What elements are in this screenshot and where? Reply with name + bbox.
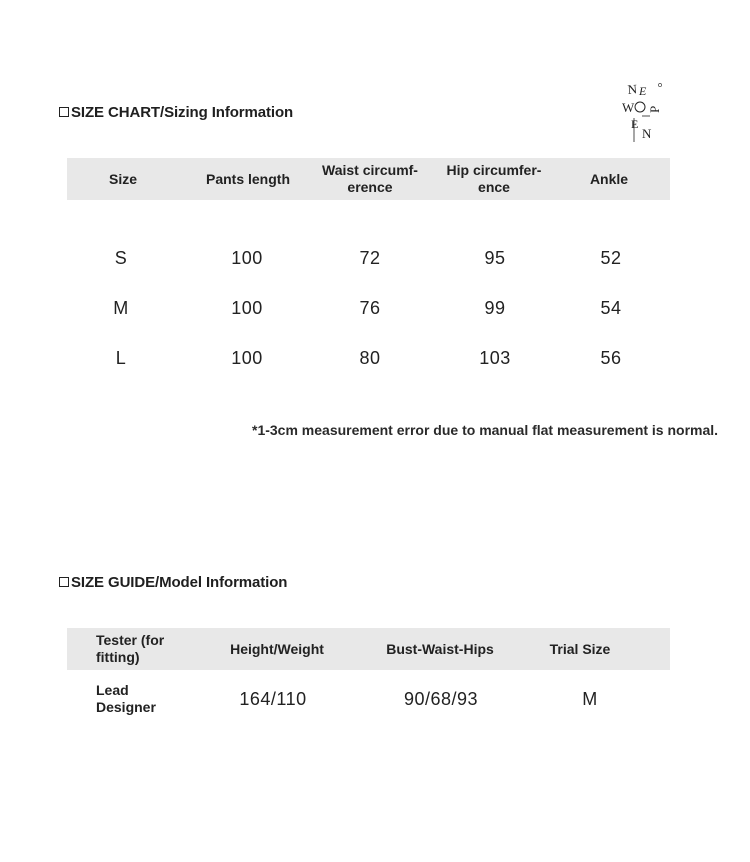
size-guide-header-cell: Height/Weight [230,640,324,657]
size-chart-header-cell: Size [108,170,138,187]
size-chart-cell: 80 [359,348,381,368]
size-chart-header-cell: Hip circumfer- ence [446,162,542,195]
checkbox-icon [59,577,69,587]
brand-logo [620,80,664,144]
size-guide-header-cell: Trial Size [549,640,611,657]
size-chart-cell: S [114,248,128,268]
size-chart-title [59,104,293,121]
size-chart-cell: 95 [484,248,506,268]
size-chart-cell: 99 [484,298,506,318]
size-guide-title-text: SIZE GUIDE/Model Information [71,574,288,591]
size-chart-cell: 56 [600,348,622,368]
size-guide-header-cell: Bust-Waist-Hips [386,640,494,657]
size-guide-title [59,574,287,591]
svg-text:N: N [626,81,638,97]
size-guide-cell: 90/68/93 [403,689,479,709]
size-chart-title-text: SIZE CHART/Sizing Information [71,104,294,121]
size-chart-header-cell: Ankle [589,170,629,187]
svg-text:P: P [647,105,662,113]
checkbox-icon [59,107,69,117]
size-chart-cell: 103 [479,348,511,368]
svg-text:E: E [639,84,647,98]
size-chart-cell: L [115,348,127,368]
size-guide-header-cell: Tester (for fitting) [96,632,165,665]
size-chart-cell: 54 [600,298,622,318]
size-chart-cell: 100 [231,348,263,368]
size-chart-cell: 100 [231,248,263,268]
size-chart-cell: 72 [359,248,381,268]
size-chart-cell: M [113,298,129,318]
size-chart-cell: 52 [600,248,622,268]
size-chart-cell: 76 [359,298,381,318]
size-guide-cell: Lead Designer [96,682,156,715]
size-chart-header-cell: Pants length [205,170,291,187]
measurement-note: *1-3cm measurement error due to manual flat measurement is normal. [252,422,719,438]
svg-text:E: E [631,117,639,131]
size-chart-header-cell: Waist circumf- erence [322,162,418,195]
size-guide-cell: 164/110 [239,689,307,709]
svg-text:N: N [642,126,652,141]
size-chart-cell: 100 [231,298,263,318]
size-guide-cell: M [582,689,598,709]
svg-text:W: W [622,100,635,115]
